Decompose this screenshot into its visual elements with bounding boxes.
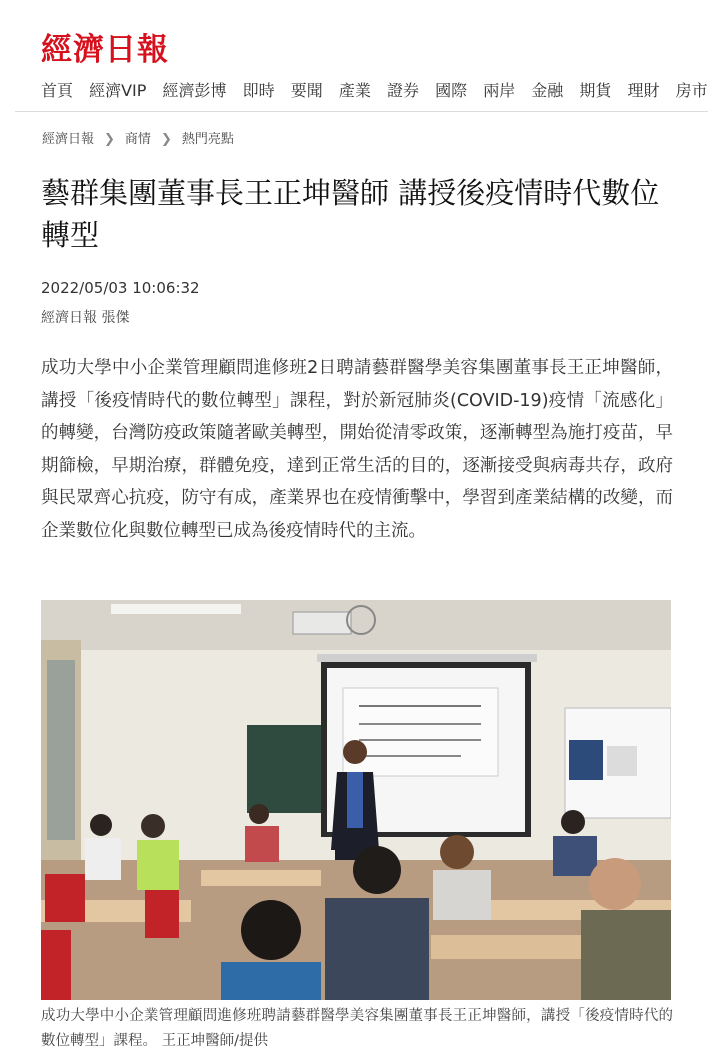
article-body: 成功大學中小企業管理顧問進修班2日聘請藝群醫學美容集團董事長王正坤醫師，講授「後疫情時代的數位轉型」課程，對於新冠肺炎(COVID-19)疫情「流感化」的轉變，台灣防疫政策隨著歐美轉型，開始從清零政策，逐漸轉型為施打疫苗，早期篩檢，早期治療，群體免疫，達到正常生活的目的，逐漸接受與病毒共存，政府與民眾齊心抗疫，防守有成，產業界也在疫情衝擊中，學習到產業結構的改變，而企業數位化與數位轉型已成為後疫情時代的主流。: [41, 358, 673, 541]
nav-item-industry[interactable]: 產業: [338, 81, 371, 100]
nav-item-wealth[interactable]: 理財: [627, 81, 660, 100]
chevron-right-icon: ❯: [104, 132, 115, 147]
article-byline: 經濟日報 張傑: [41, 310, 130, 326]
breadcrumb-item-highlights[interactable]: 熱門亮點: [181, 132, 234, 147]
nav-item-futures[interactable]: 期貨: [579, 81, 612, 100]
nav-divider: [15, 111, 708, 112]
article-title: 藝群集團董事長王正坤醫師 講授後疫情時代數位轉型: [41, 176, 660, 252]
nav-item-realtime[interactable]: 即時: [242, 81, 275, 100]
article-photo[interactable]: [41, 600, 671, 1000]
classroom-lecture-image: [41, 600, 671, 1000]
photo-caption: 成功大學中小企業管理顧問進修班聘請藝群醫學美容集團董事長王正坤醫師，講授「後疫情時代的數位轉型」課程。 王正坤醫師/提供: [41, 1008, 673, 1049]
nav-item-securities[interactable]: 證券: [386, 81, 419, 100]
chevron-right-icon: ❯: [160, 132, 172, 147]
breadcrumb-item-home[interactable]: 經濟日報: [42, 132, 95, 147]
nav-item-finance[interactable]: 金融: [531, 81, 564, 100]
nav-item-headlines[interactable]: 要聞: [290, 81, 323, 100]
article-datetime: 2022/05/03 10:06:32: [41, 279, 200, 297]
nav-item-bloomberg[interactable]: 經濟彭博: [162, 81, 227, 100]
main-nav: [41, 80, 708, 104]
nav-item-cross-strait[interactable]: 兩岸: [483, 81, 516, 100]
site-logo[interactable]: 經濟日報: [41, 32, 169, 68]
nav-item-home[interactable]: 首頁: [41, 81, 74, 100]
breadcrumb-item-business[interactable]: 商情: [124, 132, 151, 147]
breadcrumb: [42, 131, 234, 149]
nav-item-vip[interactable]: 經濟VIP: [89, 81, 147, 100]
nav-item-real-estate[interactable]: 房市: [675, 81, 708, 100]
nav-item-international[interactable]: 國際: [435, 81, 468, 100]
